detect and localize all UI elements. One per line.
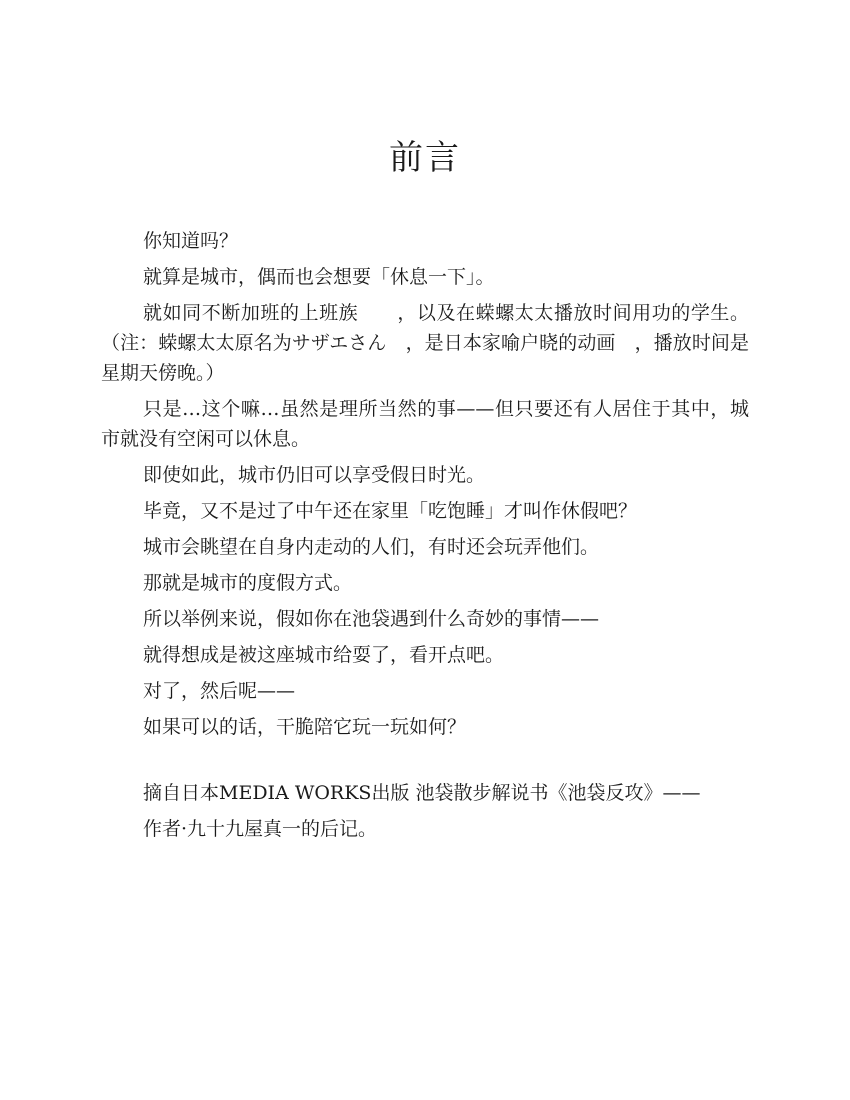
paragraph: 就得想成是被这座城市给耍了，看开点吧。 <box>143 644 505 666</box>
paragraph: 毕竟，又不是过了中午还在家里「吃饱睡」才叫作休假吧？ <box>143 500 638 522</box>
section-spacer <box>101 748 749 778</box>
source-note: 摘自日本MEDIA WORKS出版 池袋散步解说书《池袋反攻》—— <box>143 782 701 804</box>
paragraph: 如果可以的话，干脆陪它玩一玩如何？ <box>143 716 467 738</box>
paragraph: 就算是城市，偶而也会想要「休息一下」。 <box>143 266 495 288</box>
paragraph: 只是…这个嘛…虽然是理所当然的事——但只要还有人居住于其中，城市就没有空闲可以休息。 <box>101 398 749 450</box>
paragraph: 所以举例来说，假如你在池袋遇到什么奇妙的事情—— <box>143 608 600 630</box>
preface-body <box>101 226 749 850</box>
source-note: 作者·九十九屋真一的后记。 <box>143 818 378 840</box>
page-title: 前言 <box>389 138 461 178</box>
paragraph: 你知道吗？ <box>143 230 239 252</box>
paragraph: 就如同不断加班的上班族 ，以及在蝾螺太太播放时间用功的学生。（注：蝾螺太太原名为サザエさん ，是日本家喻户晓的动画 ，播放时间是星期天傍晚。） <box>101 302 749 384</box>
paragraph: 那就是城市的度假方式。 <box>143 572 353 594</box>
paragraph: 对了，然后呢—— <box>143 680 296 702</box>
paragraph: 城市会眺望在自身内走动的人们，有时还会玩弄他们。 <box>143 536 600 558</box>
paragraph: 即使如此，城市仍旧可以享受假日时光。 <box>143 464 486 486</box>
